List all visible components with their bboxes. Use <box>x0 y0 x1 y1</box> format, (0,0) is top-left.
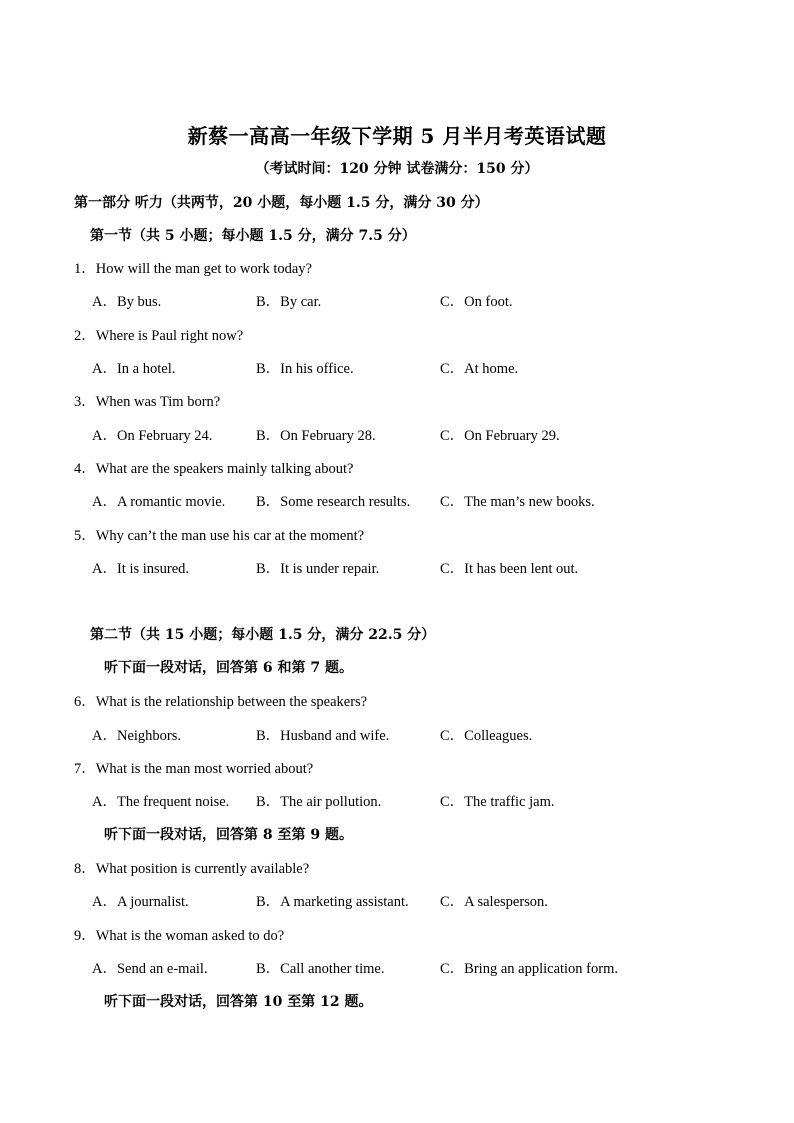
dialogue-instruction-1: 听下面一段对话，回答第 6 和第 7 题。 <box>104 660 353 676</box>
section1-heading: 第一节（共 5 小题；每小题 1.5 分，满分 7.5 分） <box>90 228 416 244</box>
q1-option-c: C．On foot. <box>440 294 513 310</box>
question-4: 4．What are the speakers mainly talking about? <box>74 461 354 477</box>
q8-option-a: A．A journalist. <box>92 894 189 910</box>
question-2: 2．Where is Paul right now? <box>74 328 244 344</box>
q7-option-a: A．The frequent noise. <box>92 794 230 810</box>
q6-option-c: C．Colleagues. <box>440 728 533 744</box>
q5-option-b: B．It is under repair. <box>256 561 380 577</box>
q1-option-a: A．By bus. <box>92 294 162 310</box>
q2-option-a: A．In a hotel. <box>92 361 176 377</box>
q4-option-b: B．Some research results. <box>256 494 411 510</box>
question-9: 9．What is the woman asked to do? <box>74 928 285 944</box>
question-8: 8．What position is currently available? <box>74 861 310 877</box>
q7-option-c: C．The traffic jam. <box>440 794 555 810</box>
q3-option-a: A．On February 24. <box>92 428 213 444</box>
section2-heading: 第二节（共 15 小题；每小题 1.5 分，满分 22.5 分） <box>90 627 436 643</box>
question-3: 3．When was Tim born? <box>74 394 221 410</box>
question-6: 6．What is the relationship between the speakers? <box>74 694 368 710</box>
q1-option-b: B．By car. <box>256 294 322 310</box>
page-title: 新蔡一高高一年级下学期 5 月半月考英语试题 <box>187 124 607 148</box>
q3-option-c: C．On February 29. <box>440 428 560 444</box>
q9-option-c: C．Bring an application form. <box>440 961 618 977</box>
q7-option-b: B．The air pollution. <box>256 794 382 810</box>
q4-option-a: A．A romantic movie. <box>92 494 226 510</box>
question-7: 7．What is the man most worried about? <box>74 761 314 777</box>
dialogue-instruction-2: 听下面一段对话，回答第 8 至第 9 题。 <box>104 827 353 843</box>
q9-option-a: A．Send an e-mail. <box>92 961 208 977</box>
q3-option-b: B．On February 28. <box>256 428 376 444</box>
q6-option-a: A．Neighbors. <box>92 728 182 744</box>
q8-option-c: C．A salesperson. <box>440 894 548 910</box>
q6-option-b: B．Husband and wife. <box>256 728 390 744</box>
question-1: 1．How will the man get to work today? <box>74 261 312 277</box>
q5-option-a: A．It is insured. <box>92 561 190 577</box>
exam-info: （考试时间：120 分钟 试卷满分：150 分） <box>255 161 539 177</box>
q5-option-c: C．It has been lent out. <box>440 561 579 577</box>
q2-option-b: B．In his office. <box>256 361 354 377</box>
q2-option-c: C．At home. <box>440 361 519 377</box>
part1-heading: 第一部分 听力（共两节，20 小题，每小题 1.5 分，满分 30 分） <box>74 195 489 211</box>
q8-option-b: B．A marketing assistant. <box>256 894 409 910</box>
dialogue-instruction-3: 听下面一段对话，回答第 10 至第 12 题。 <box>104 994 373 1010</box>
question-5: 5．Why can’t the man use his car at the moment? <box>74 528 365 544</box>
q4-option-c: C．The man’s new books. <box>440 494 595 510</box>
q9-option-b: B．Call another time. <box>256 961 385 977</box>
